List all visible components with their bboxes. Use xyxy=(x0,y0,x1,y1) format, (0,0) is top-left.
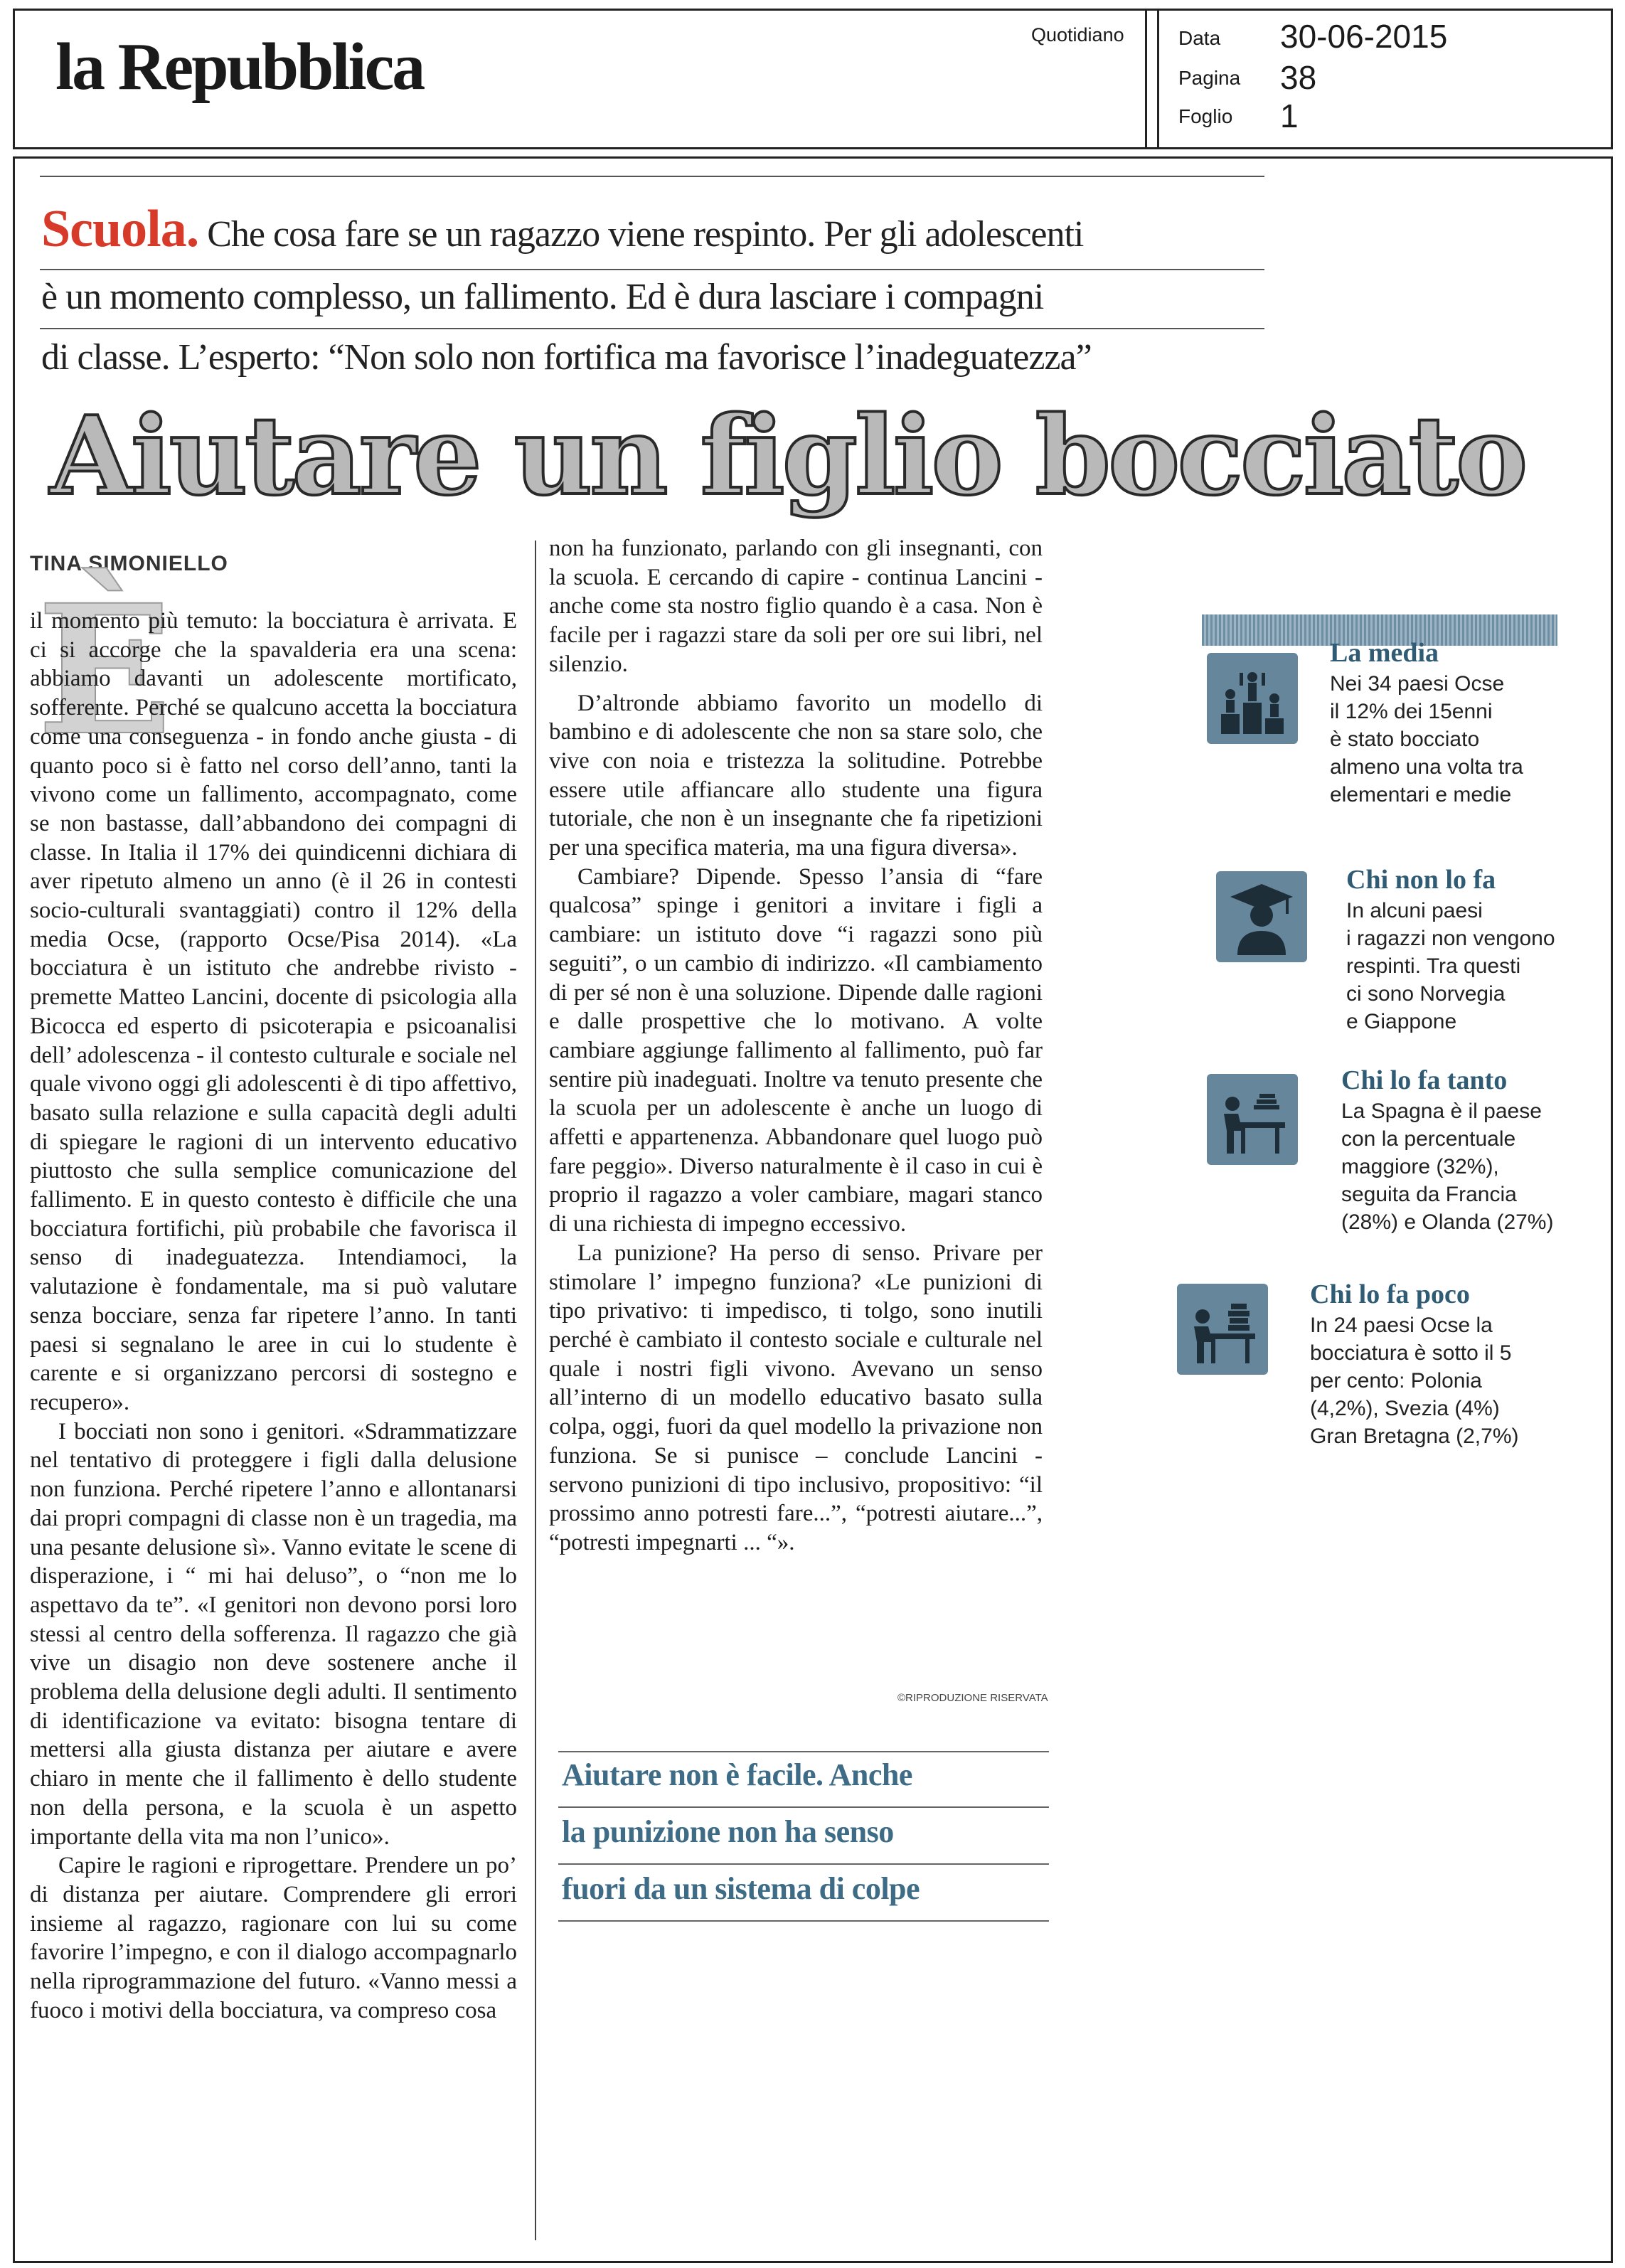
date-value: 30-06-2015 xyxy=(1280,18,1448,55)
kicker-rule xyxy=(40,269,1264,270)
sidebar-line: maggiore (32%), xyxy=(1341,1155,1499,1178)
date-label: Data xyxy=(1178,27,1221,49)
newspaper-logo: la Repubblica xyxy=(55,30,424,104)
dropcap: È xyxy=(37,565,173,774)
page-value: 38 xyxy=(1280,59,1317,96)
student-desk-icon xyxy=(1207,1074,1298,1165)
sidebar-line: i ragazzi non vengono xyxy=(1346,927,1555,950)
sidebar-title: Chi lo fa poco xyxy=(1310,1279,1470,1309)
kicker-line-3: di classe. L’esperto: “Non solo non fortifica ma favorisce l’inadeguatezza” xyxy=(41,337,1092,378)
pullquote-rule xyxy=(558,1751,1049,1752)
pullquote-rule xyxy=(558,1863,1049,1865)
paragraph: Capire le ragioni e riprogettare. Prendere un po’ di distanza per aiutare. Comprendere gli errori insieme al ragazzo, ragionare con lui su come favorire l’impegno, e con il dialogo accompagnarlo nella riprogrammazione del futuro. «Vanno messi a fuoco i motivi della bocciatura, va compreso cosa xyxy=(30,1853,517,2023)
copyright-notice: ©RIPRODUZIONE RISERVATA xyxy=(897,1692,1048,1704)
header-divider xyxy=(1145,9,1159,149)
sidebar-line: con la percentuale xyxy=(1341,1127,1516,1151)
sidebar-line: La Spagna è il paese xyxy=(1341,1100,1542,1123)
sidebar-line: Nei 34 paesi Ocse xyxy=(1330,672,1505,696)
sidebar-text xyxy=(1330,670,1523,809)
paragraph: La punizione? Ha perso di senso. Privare per stimolare l’ impegno funziona? «Le punizioni di tipo privativo: ti impedisco, ti tolgo, sono inutili perché è cambiato il contesto sociale e culturale nel quale i nostri figli vivono. Avevano un senso all’interno di un modello educativo basato sulla colpa, oggi, fuori da quel modello la privazione non funziona. Se si punisce – conclude Lancini - servono punizioni di tipo inclusivo, propositivo: “il prossimo anno potresti fare...”, “potresti aiutare...”, “potresti impegnarti ... “». xyxy=(549,1240,1043,1555)
pullquote-line-2: la punizione non ha senso xyxy=(562,1814,894,1849)
graduate-icon xyxy=(1216,871,1307,962)
kicker-line-2: è un momento complesso, un fallimento. Ed è dura lasciare i compagni xyxy=(41,277,1044,317)
sidebar-line: è stato bocciato xyxy=(1330,728,1480,751)
sidebar-line: elementari e medie xyxy=(1330,783,1512,806)
pullquote-line-1: Aiutare non è facile. Anche xyxy=(562,1757,912,1792)
sidebar-line: ci sono Norvegia xyxy=(1346,982,1506,1006)
sidebar-line: (28%) e Olanda (27%) xyxy=(1341,1210,1554,1234)
books-desk-icon xyxy=(1177,1284,1268,1375)
byline: TINA SIMONIELLO xyxy=(30,552,228,575)
pullquote-rule xyxy=(558,1920,1049,1922)
sheet-label: Foglio xyxy=(1178,105,1233,127)
sidebar-line: In alcuni paesi xyxy=(1346,899,1483,922)
sidebar-text xyxy=(1310,1311,1518,1450)
sidebar-text xyxy=(1346,897,1555,1035)
kicker-line-1 xyxy=(41,200,1084,258)
kicker-rule xyxy=(40,176,1264,177)
column-divider xyxy=(535,541,536,2240)
sheet-value: 1 xyxy=(1280,97,1299,134)
pullquote-line-3: fuori da un sistema di colpe xyxy=(562,1871,920,1906)
headline: Aiutare un figlio bocciato xyxy=(50,392,1525,519)
paragraph: I bocciati non sono i genitori. «Sdrammatizzare nel tentativo di proteggere i figli dalla delusione non funziona. Perché ripetere l’anno e allontanarsi dai propri compagni di classe non è un tragedia, ma una pesante delusione sì». Vanno evitate le scene di disperazione, i “ mi hai deluso”, o “non me lo aspettavo da te”. «I genitori non devono porsi loro stessi al centro della sofferenza. Il ragazzo che già vive un disagio non deve sostenere anche il problema della delusione degli adulti. Il sentimento di identificazione va evitato: bisogna tentare di mettersi alla giusta distanza per aiutare e avere chiaro in mente che il fallimento è dello studente non della persona, e la scuola è un aspetto importante della vita ma non l’unico». xyxy=(30,1418,517,1850)
sidebar-line: e Giappone xyxy=(1346,1010,1457,1033)
sidebar-line: respinti. Tra questi xyxy=(1346,954,1521,978)
paragraph: non ha funzionato, parlando con gli insegnanti, con la scuola. E cercando di capire - continua Lancini - anche come sta nostro figlio quando è a casa. Non è facile per i ragazzi stare da soli per ore sui libri, nel silenzio. xyxy=(549,536,1043,677)
sidebar-line: per cento: Polonia xyxy=(1310,1369,1482,1393)
sidebar-text xyxy=(1341,1097,1553,1236)
section-label: Scuola. xyxy=(41,200,199,258)
publication-type: Quotidiano xyxy=(1031,24,1124,46)
sidebar-line: seguita da Francia xyxy=(1341,1183,1517,1206)
sidebar-title: La media xyxy=(1330,638,1439,668)
sidebar-line: bocciatura è sotto il 5 xyxy=(1310,1341,1512,1365)
sidebar-line: Gran Bretagna (2,7%) xyxy=(1310,1425,1519,1448)
sidebar-line: il 12% dei 15enni xyxy=(1330,700,1493,723)
sidebar-title: Chi non lo fa xyxy=(1346,865,1496,895)
sidebar-line: (4,2%), Svezia (4%) xyxy=(1310,1397,1500,1420)
paragraph: D’altronde abbiamo favorito un modello di bambino e di adolescente che non sa stare solo, che vive con noia e tristezza la solitudine. Potrebbe essere utile affiancare allo studente una figura tutoriale, che non è un insegnante che fa ripetizioni per una specifica materia, ma una figura diversa». xyxy=(549,690,1043,861)
sidebar-line: almeno una volta tra xyxy=(1330,755,1523,779)
sidebar-line: In 24 paesi Ocse la xyxy=(1310,1314,1493,1337)
sidebar-title: Chi lo fa tanto xyxy=(1341,1065,1508,1095)
paragraph: Cambiare? Dipende. Spesso l’ansia di “fare qualcosa” spinge i genitori a invitare i figli a cambiare: un istituto dove “i ragazzi sono più seguiti”, o un cambio di indirizzo. «Il cambiamento di per sé non è una soluzione. Dipende dalle ragioni e dalle prospettive che lo motivano. A volte cambiare aggiunge fallimento al fallimento, può far sentire più inadeguati. Inoltre va tenuto presente che la scuola per un adolescente è anche un luogo di affetti e appartenenza. Abbandonare quel luogo può fare peggio». Diverso naturalmente è il caso in cui è proprio il ragazzo a voler cambiare, magari stanco di una richiesta di impegno eccessivo. xyxy=(549,863,1043,1237)
kicker-rule xyxy=(40,328,1264,329)
paragraph: il momento più temuto: la bocciatura è arrivata. E ci si accorge che la spavalderia era una scena: abbiamo davanti un adolescente mortificato, sofferente. Perché se qualcuno accetta la bocciatura come una conseguenza - in fondo anche giusta - di quanto poco si è fatto nel corso dell’anno, tanti la vivono come un fallimento, accompagnato, come se non bastasse, dall’abbandono dei compagni di classe. In Italia il 17% dei quindicenni dichiara di aver ripetuto almeno un anno (è il 26 in contesti socio-culturali svantaggiati) contro il 12% della media Ocse, (rapporto Ocse/Pisa 2014). «La bocciatura è un istituto che andrebbe rivisto - premette Matteo Lancini, docente di psicologia alla Bicocca ed esperto di psicoterapia e psicoanalisi dell’ adolescenza - il contesto culturale e sociale nel quale vivono oggi gli adolescenti è di tipo affettivo, basato sulla relazione e sulla capacità degli adulti di spiegare le ragioni di un intervento educativo piuttosto che sulla semplice comunicazione del fallimento. E in questo contesto è difficile che una bocciatura fortifichi, più probabile che favorisca il senso di inadeguatezza. Intendiamoci, la valutazione è fondamentale, ma si può valutare senza bocciare, senza far ripetere l’anno. In tanti paesi si segnalano le aree in cui lo studente è carente e si organizzano percorsi di sostegno e recupero». xyxy=(30,608,517,1415)
kicker-text-1: Che cosa fare se un ragazzo viene respinto. Per gli adolescenti xyxy=(207,214,1084,255)
podium-icon xyxy=(1207,653,1298,744)
column-2 xyxy=(549,534,1043,1558)
pullquote-rule xyxy=(558,1806,1049,1808)
column-1 xyxy=(30,607,517,2025)
page-label: Pagina xyxy=(1178,67,1241,89)
